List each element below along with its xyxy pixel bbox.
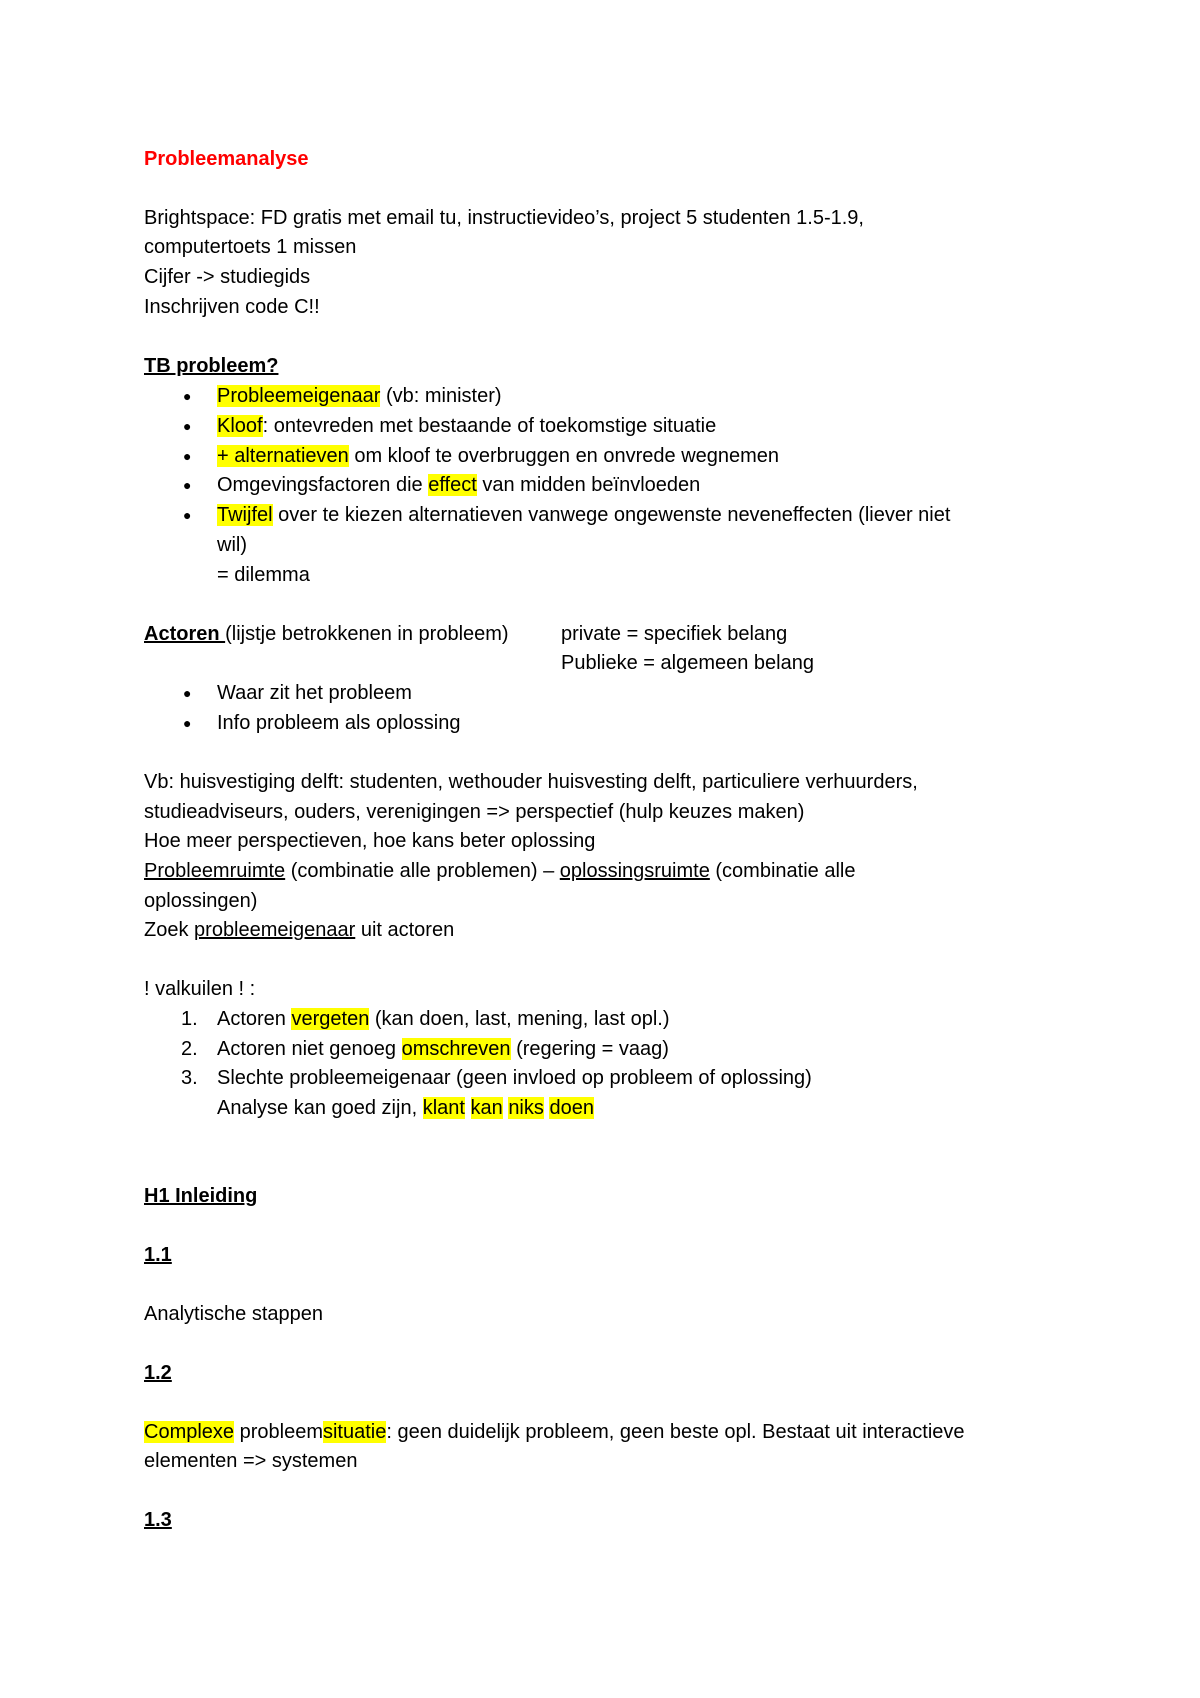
intro-line-1: Brightspace: FD gratis met email tu, instructievideo’s, project 5 studenten 1.5-1.9,	[144, 207, 864, 229]
tb-item-2	[217, 413, 716, 439]
actoren-line	[144, 621, 509, 647]
bullet-icon: ●	[183, 685, 192, 701]
tb-item-5-dilemma: = dilemma	[217, 564, 310, 586]
bullet-icon: ●	[183, 477, 192, 493]
bullet-icon: ●	[183, 715, 192, 731]
tb-item-3	[217, 443, 779, 469]
valkuil-text: (kan doen, last, mening, last opl.)	[369, 1008, 670, 1030]
vb-line-5: oplossingen)	[144, 890, 258, 912]
tb-item-4	[217, 472, 700, 498]
actoren-bullet-1: Waar zit het probleem	[217, 682, 412, 704]
valkuil-1	[217, 1006, 669, 1032]
vb-text: (combinatie alle	[709, 860, 856, 882]
highlight-term: kan	[470, 1097, 503, 1119]
actoren-publiek: Publieke = algemeen belang	[561, 652, 814, 674]
highlight-term: + alternatieven	[217, 445, 349, 467]
intro-line-3: Cijfer -> studiegids	[144, 266, 311, 288]
vb-line-2: studieadviseurs, ouders, verenigingen => perspectief (hulp keuzes maken)	[144, 801, 805, 823]
page-title: Probleemanalyse	[144, 148, 309, 170]
bullet-icon: ●	[183, 507, 192, 523]
vb-line-6	[144, 917, 454, 943]
list-number: 1.	[181, 1008, 198, 1030]
list-number: 2.	[181, 1038, 198, 1060]
vb-line-4	[144, 858, 855, 884]
actoren-bullet-2: Info probleem als oplossing	[217, 712, 461, 734]
highlight-term: omschreven	[401, 1038, 511, 1060]
tb-item-text: van midden beïnvloeden	[476, 474, 701, 496]
section-1-1-text: Analytische stappen	[144, 1303, 324, 1325]
tb-item-5	[217, 502, 950, 528]
valkuil-text: Actoren niet genoeg	[217, 1038, 402, 1060]
highlight-term: niks	[508, 1097, 544, 1119]
intro-line-2: computertoets 1 missen	[144, 236, 357, 258]
highlight-term: klant	[422, 1097, 465, 1119]
complex-line-1	[144, 1419, 965, 1445]
highlight-term: Kloof	[217, 415, 263, 437]
tb-item-text: Omgevingsfactoren die	[217, 474, 429, 496]
tb-item-text: : ontevreden met bestaande of toekomstige situatie	[262, 415, 717, 437]
term-oplossingsruimte: oplossingsruimte	[559, 860, 710, 882]
highlight-term: effect	[428, 474, 477, 496]
vb-line-3: Hoe meer perspectieven, hoe kans beter oplossing	[144, 830, 596, 852]
bullet-icon: ●	[183, 448, 192, 464]
valkuilen-heading: ! valkuilen ! :	[144, 978, 256, 1000]
valkuil-text: (regering = vaag)	[510, 1038, 669, 1060]
list-number: 3.	[181, 1067, 198, 1089]
actoren-private: private = specifiek belang	[561, 623, 788, 645]
highlight-term: Twijfel	[217, 504, 273, 526]
vb-text: (combinatie alle problemen) –	[285, 860, 560, 882]
term-probleemeigenaar: probleemeigenaar	[194, 919, 356, 941]
section-1-1: 1.1	[144, 1244, 172, 1266]
complex-line-2: elementen => systemen	[144, 1450, 358, 1472]
section-1-2: 1.2	[144, 1362, 172, 1384]
vb-text: uit actoren	[355, 919, 455, 941]
term-probleemruimte: Probleemruimte	[144, 860, 286, 882]
complex-text: probleem	[234, 1421, 323, 1443]
section-1-3: 1.3	[144, 1509, 172, 1531]
tb-item-text: om kloof te overbruggen en onvrede wegnemen	[348, 445, 780, 467]
bullet-icon: ●	[183, 388, 192, 404]
actoren-desc: (lijstje betrokkenen in probleem)	[225, 623, 509, 645]
valkuil-3-extra	[217, 1095, 594, 1121]
highlight-term: doen	[549, 1097, 594, 1119]
heading-h1: H1 Inleiding	[144, 1185, 258, 1207]
tb-heading: TB probleem?	[144, 355, 279, 377]
highlight-term: Probleemeigenaar	[217, 385, 381, 407]
tb-item-1	[217, 383, 502, 409]
valkuil-2	[217, 1036, 669, 1062]
vb-text: Zoek	[144, 919, 195, 941]
tb-item-text: over te kiezen alternatieven vanwege ongewenste neveneffecten (liever niet	[272, 504, 951, 526]
vb-line-1: Vb: huisvestiging delft: studenten, wethouder huisvesting delft, particuliere verhuurders,	[144, 771, 918, 793]
tb-item-text: (vb: minister)	[380, 385, 502, 407]
complex-text: : geen duidelijk probleem, geen beste opl. Bestaat uit interactieve	[386, 1421, 965, 1443]
tb-item-5-cont: wil)	[217, 534, 247, 556]
highlight-term: Complexe	[144, 1421, 235, 1443]
valkuil-text: Analyse kan goed zijn,	[217, 1097, 423, 1119]
intro-line-4: Inschrijven code C!!	[144, 296, 320, 318]
highlight-term: vergeten	[291, 1008, 370, 1030]
valkuil-text: Actoren	[217, 1008, 292, 1030]
actoren-heading: Actoren	[144, 623, 226, 645]
bullet-icon: ●	[183, 418, 192, 434]
highlight-term: situatie	[322, 1421, 387, 1443]
valkuil-3: Slechte probleemeigenaar (geen invloed op probleem of oplossing)	[217, 1067, 812, 1089]
